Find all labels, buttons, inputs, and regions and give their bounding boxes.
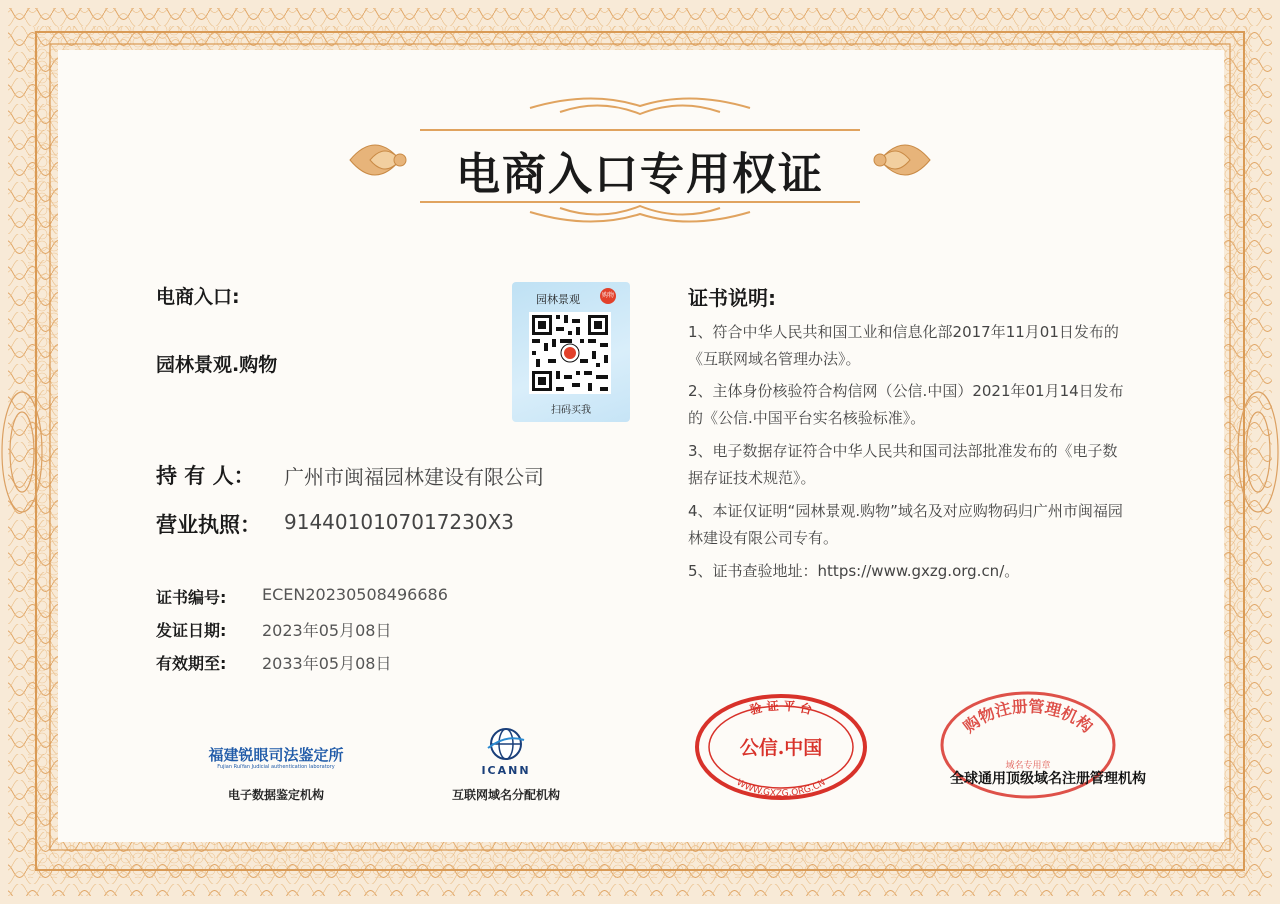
qr-title: 园林景观: [536, 293, 580, 306]
registry-caption: 全球通用顶级域名注册管理机构: [950, 771, 1146, 787]
svg-text:验 证 平 台: [748, 698, 814, 717]
license-value: 9144010107017230X3: [284, 510, 515, 534]
seal1-top-text: 验 证 平 台: [748, 698, 814, 718]
icann-globe-icon: [486, 726, 526, 762]
note-item: 1、符合中华人民共和国工业和信息化部2017年11月01日发布的《互联网域名管理办法》。: [688, 323, 1119, 368]
entry-value: 园林景观.购物: [156, 354, 278, 376]
icann-logo-name: ICANN: [481, 764, 531, 777]
fujian-logo-name: 福建锐眼司法鉴定所: [208, 746, 344, 764]
fujian-logo-en: Fujian RuiYan Judicial authentication laboratory: [217, 764, 335, 770]
seal1-bottom-text: WWW.GXZG.ORG.CN: [734, 777, 828, 800]
gongxin-seal: [692, 692, 870, 802]
fujian-caption: 电子数据鉴定机构: [227, 788, 324, 802]
seal1-center-text: 公信.中国: [739, 737, 823, 759]
cert-no-label: 证书编号:: [156, 588, 227, 607]
cert-no-value: ECEN20230508496686: [262, 585, 448, 604]
note-item: 3、电子数据存证符合中华人民共和国司法部批准发布的《电子数据存证技术规范》。: [688, 442, 1118, 487]
seal2-bottom-text: 域名专用章: [1005, 761, 1051, 771]
entry-label: 电商入口:: [156, 286, 240, 308]
seal2-text: 购物注册管理机构: [959, 696, 1097, 737]
issue-date-label: 发证日期:: [156, 621, 227, 640]
qr-code-icon: [529, 312, 611, 394]
note-item: 2、主体身份核验符合构信网（公信.中国）2021年01月14日发布的《公信.中国平台实名核验标准》。: [688, 382, 1124, 427]
license-label: 营业执照：: [156, 513, 261, 537]
qr-card[interactable]: [512, 282, 630, 422]
expiry-value: 2033年05月08日: [262, 654, 392, 673]
note-item: 5、证书查验地址：https://www.gxzg.org.cn/。: [688, 562, 1020, 580]
qr-badge: 购物: [600, 288, 616, 304]
icann-caption: 互联网域名分配机构: [451, 788, 560, 802]
holder-label: 持 有 人：: [156, 464, 255, 488]
qr-caption: 扫码买我: [551, 405, 591, 416]
expiry-label: 有效期至:: [156, 654, 227, 673]
certificate-title: 电商入口专用权证: [456, 149, 824, 200]
qr-code[interactable]: [529, 312, 611, 394]
notes-title: 证书说明:: [688, 286, 776, 310]
issue-date-value: 2023年05月08日: [262, 621, 392, 640]
holder-value: 广州市闽福园林建设有限公司: [284, 465, 544, 489]
note-item: 4、本证仅证明“园林景观.购物”域名及对应购物码归广州市闽福园林建设有限公司专有。: [688, 502, 1123, 547]
